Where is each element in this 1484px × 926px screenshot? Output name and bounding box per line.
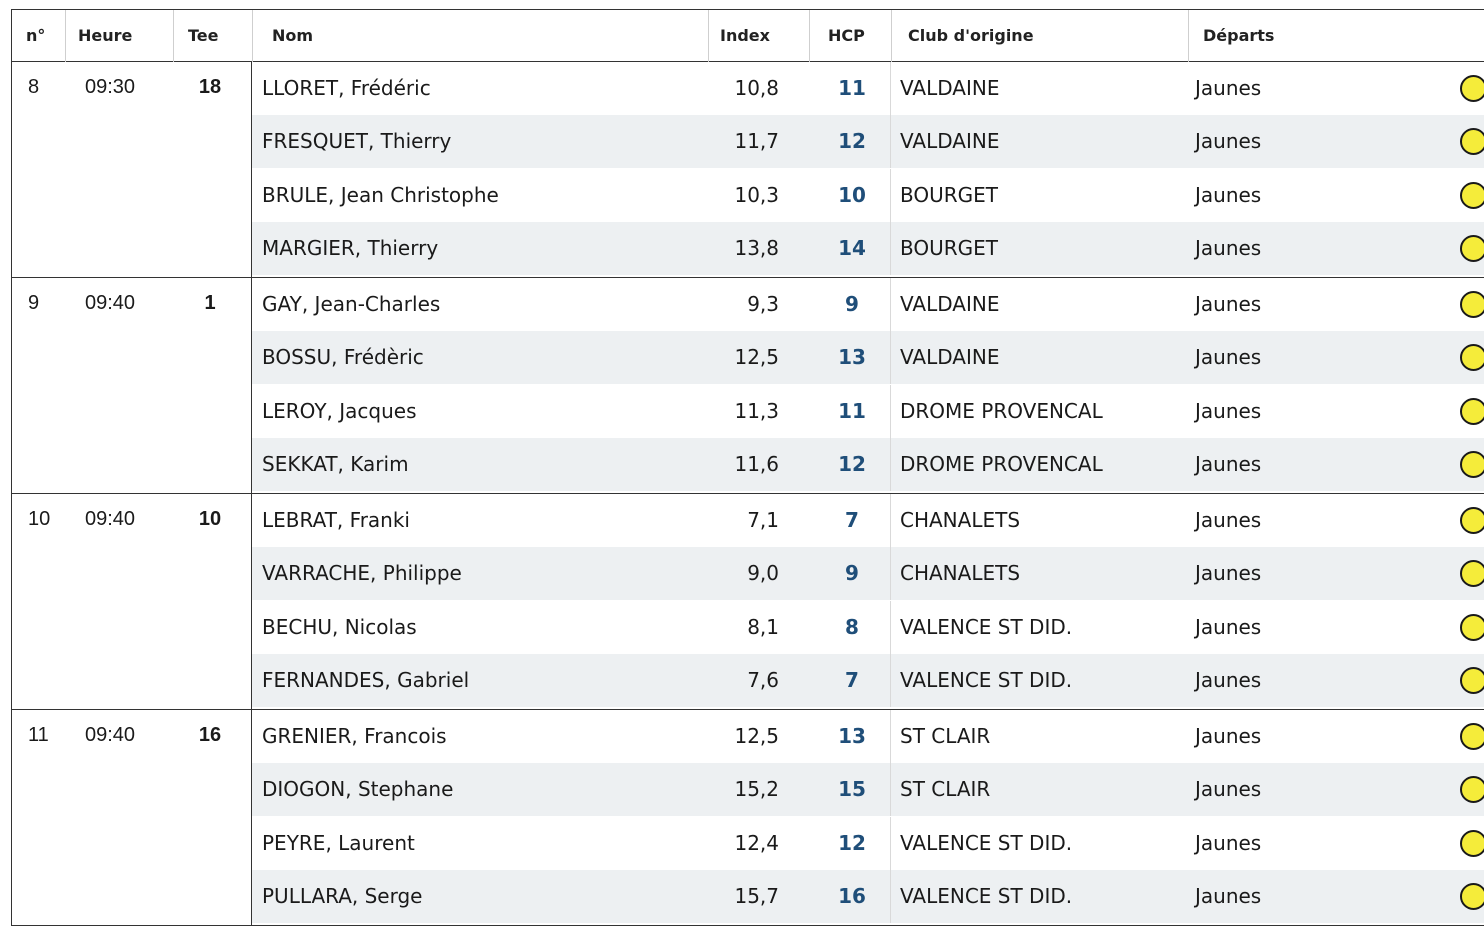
player-departs: Jaunes — [1195, 615, 1262, 639]
yellow-tee-icon — [1460, 182, 1484, 209]
player-departs: Jaunes — [1195, 76, 1262, 100]
table-row[interactable] — [252, 62, 1484, 115]
player-index: 9,0 — [747, 561, 779, 585]
table-row[interactable] — [252, 115, 1484, 168]
yellow-tee-icon — [1460, 883, 1484, 910]
player-index: 10,3 — [734, 183, 779, 207]
group-info — [11, 62, 252, 278]
player-club: VALDAINE — [900, 129, 1000, 153]
player-name: SEKKAT, Karim — [262, 452, 409, 476]
player-hcp: 9 — [845, 292, 859, 316]
player-name: FERNANDES, Gabriel — [262, 668, 470, 692]
player-club: VALDAINE — [900, 292, 1000, 316]
yellow-tee-icon — [1460, 235, 1484, 262]
header-hcp: HCP — [828, 26, 865, 45]
player-departs: Jaunes — [1195, 399, 1262, 423]
player-name: LEBRAT, Franki — [262, 508, 410, 532]
header-index: Index — [720, 26, 770, 45]
header-club: Club d'origine — [908, 26, 1034, 45]
player-hcp: 11 — [838, 399, 866, 423]
tee-group — [11, 278, 1484, 494]
player-club: VALENCE ST DID. — [900, 884, 1073, 908]
player-name: GRENIER, Francois — [262, 724, 447, 748]
tee-times-table — [11, 9, 1484, 919]
group-tee: 18 — [198, 76, 222, 98]
table-row[interactable] — [252, 222, 1484, 275]
player-name: LLORET, Frédéric — [262, 76, 431, 100]
player-index: 7,6 — [747, 668, 779, 692]
yellow-tee-icon — [1460, 667, 1484, 694]
table-row[interactable] — [252, 710, 1484, 763]
group-tee: 16 — [198, 724, 222, 746]
yellow-tee-icon — [1460, 560, 1484, 587]
player-name: DIOGON, Stephane — [262, 777, 454, 801]
yellow-tee-icon — [1460, 614, 1484, 641]
player-club: CHANALETS — [900, 561, 1021, 585]
player-club: BOURGET — [900, 236, 998, 260]
player-index: 11,6 — [734, 452, 779, 476]
player-departs: Jaunes — [1195, 183, 1262, 207]
player-club: DROME PROVENCAL — [900, 399, 1103, 423]
player-hcp: 11 — [838, 76, 866, 100]
yellow-tee-icon — [1460, 507, 1484, 534]
table-row[interactable] — [252, 870, 1484, 923]
group-number: 11 — [28, 724, 49, 746]
group-info — [11, 710, 252, 926]
table-row[interactable] — [252, 278, 1484, 331]
table-row[interactable] — [252, 331, 1484, 384]
player-departs: Jaunes — [1195, 508, 1262, 532]
player-club: VALDAINE — [900, 76, 1000, 100]
tee-group — [11, 494, 1484, 710]
player-hcp: 8 — [845, 615, 859, 639]
player-departs: Jaunes — [1195, 292, 1262, 316]
player-name: PEYRE, Laurent — [262, 831, 415, 855]
player-hcp: 13 — [838, 724, 866, 748]
player-departs: Jaunes — [1195, 668, 1262, 692]
player-departs: Jaunes — [1195, 561, 1262, 585]
player-departs: Jaunes — [1195, 724, 1262, 748]
player-club: VALENCE ST DID. — [900, 615, 1073, 639]
player-hcp: 12 — [838, 831, 866, 855]
yellow-tee-icon — [1460, 830, 1484, 857]
table-row[interactable] — [252, 494, 1484, 547]
player-hcp: 10 — [838, 183, 866, 207]
player-index: 10,8 — [734, 76, 779, 100]
player-club: CHANALETS — [900, 508, 1021, 532]
player-name: MARGIER, Thierry — [262, 236, 439, 260]
player-club: BOURGET — [900, 183, 998, 207]
player-index: 15,2 — [734, 777, 779, 801]
player-hcp: 12 — [838, 452, 866, 476]
group-info — [11, 494, 252, 710]
player-departs: Jaunes — [1195, 129, 1262, 153]
header-num: n° — [26, 26, 46, 45]
player-departs: Jaunes — [1195, 345, 1262, 369]
player-club: VALDAINE — [900, 345, 1000, 369]
player-departs: Jaunes — [1195, 236, 1262, 260]
group-number: 9 — [28, 292, 40, 314]
player-hcp: 7 — [845, 668, 859, 692]
tee-group — [11, 710, 1484, 926]
table-row[interactable] — [252, 817, 1484, 870]
table-header — [11, 9, 1484, 62]
yellow-tee-icon — [1460, 451, 1484, 478]
group-time: 09:40 — [85, 292, 136, 314]
player-name: VARRACHE, Philippe — [262, 561, 462, 585]
player-departs: Jaunes — [1195, 831, 1262, 855]
player-hcp: 16 — [838, 884, 866, 908]
player-hcp: 15 — [838, 777, 866, 801]
header-tee: Tee — [188, 26, 219, 45]
yellow-tee-icon — [1460, 776, 1484, 803]
player-index: 11,7 — [734, 129, 779, 153]
player-name: FRESQUET, Thierry — [262, 129, 452, 153]
player-club: ST CLAIR — [900, 777, 991, 801]
player-name: PULLARA, Serge — [262, 884, 423, 908]
player-departs: Jaunes — [1195, 777, 1262, 801]
player-index: 9,3 — [747, 292, 779, 316]
player-index: 8,1 — [747, 615, 779, 639]
yellow-tee-icon — [1460, 344, 1484, 371]
player-index: 12,5 — [734, 724, 779, 748]
player-name: BRULE, Jean Christophe — [262, 183, 499, 207]
player-index: 12,5 — [734, 345, 779, 369]
player-hcp: 9 — [845, 561, 859, 585]
yellow-tee-icon — [1460, 398, 1484, 425]
table-row[interactable] — [252, 547, 1484, 600]
table-row[interactable] — [252, 438, 1484, 491]
yellow-tee-icon — [1460, 291, 1484, 318]
player-club: VALENCE ST DID. — [900, 668, 1073, 692]
group-info — [11, 278, 252, 494]
player-hcp: 13 — [838, 345, 866, 369]
player-index: 15,7 — [734, 884, 779, 908]
table-row[interactable] — [252, 654, 1484, 707]
player-name: BOSSU, Frédèric — [262, 345, 424, 369]
tee-group — [11, 62, 1484, 278]
player-club: VALENCE ST DID. — [900, 831, 1073, 855]
group-time: 09:40 — [85, 508, 136, 530]
player-hcp: 12 — [838, 129, 866, 153]
header-nom: Nom — [272, 26, 314, 45]
header-heure: Heure — [78, 26, 133, 45]
header-departs: Départs — [1203, 26, 1275, 45]
yellow-tee-icon — [1460, 75, 1484, 102]
table-row[interactable] — [252, 169, 1484, 222]
player-departs: Jaunes — [1195, 884, 1262, 908]
yellow-tee-icon — [1460, 723, 1484, 750]
player-club: DROME PROVENCAL — [900, 452, 1103, 476]
player-name: GAY, Jean-Charles — [262, 292, 441, 316]
table-row[interactable] — [252, 601, 1484, 654]
table-row[interactable] — [252, 763, 1484, 816]
player-name: BECHU, Nicolas — [262, 615, 417, 639]
group-tee: 1 — [204, 292, 216, 314]
player-index: 13,8 — [734, 236, 779, 260]
player-index: 12,4 — [734, 831, 779, 855]
group-number: 10 — [28, 508, 51, 530]
player-index: 11,3 — [734, 399, 779, 423]
table-row[interactable] — [252, 385, 1484, 438]
player-hcp: 14 — [838, 236, 866, 260]
player-name: LEROY, Jacques — [262, 399, 417, 423]
group-number: 8 — [28, 76, 40, 98]
group-time: 09:30 — [85, 76, 136, 98]
group-tee: 10 — [198, 508, 222, 530]
group-time: 09:40 — [85, 724, 136, 746]
yellow-tee-icon — [1460, 128, 1484, 155]
player-club: ST CLAIR — [900, 724, 991, 748]
player-departs: Jaunes — [1195, 452, 1262, 476]
player-index: 7,1 — [747, 508, 779, 532]
player-hcp: 7 — [845, 508, 859, 532]
